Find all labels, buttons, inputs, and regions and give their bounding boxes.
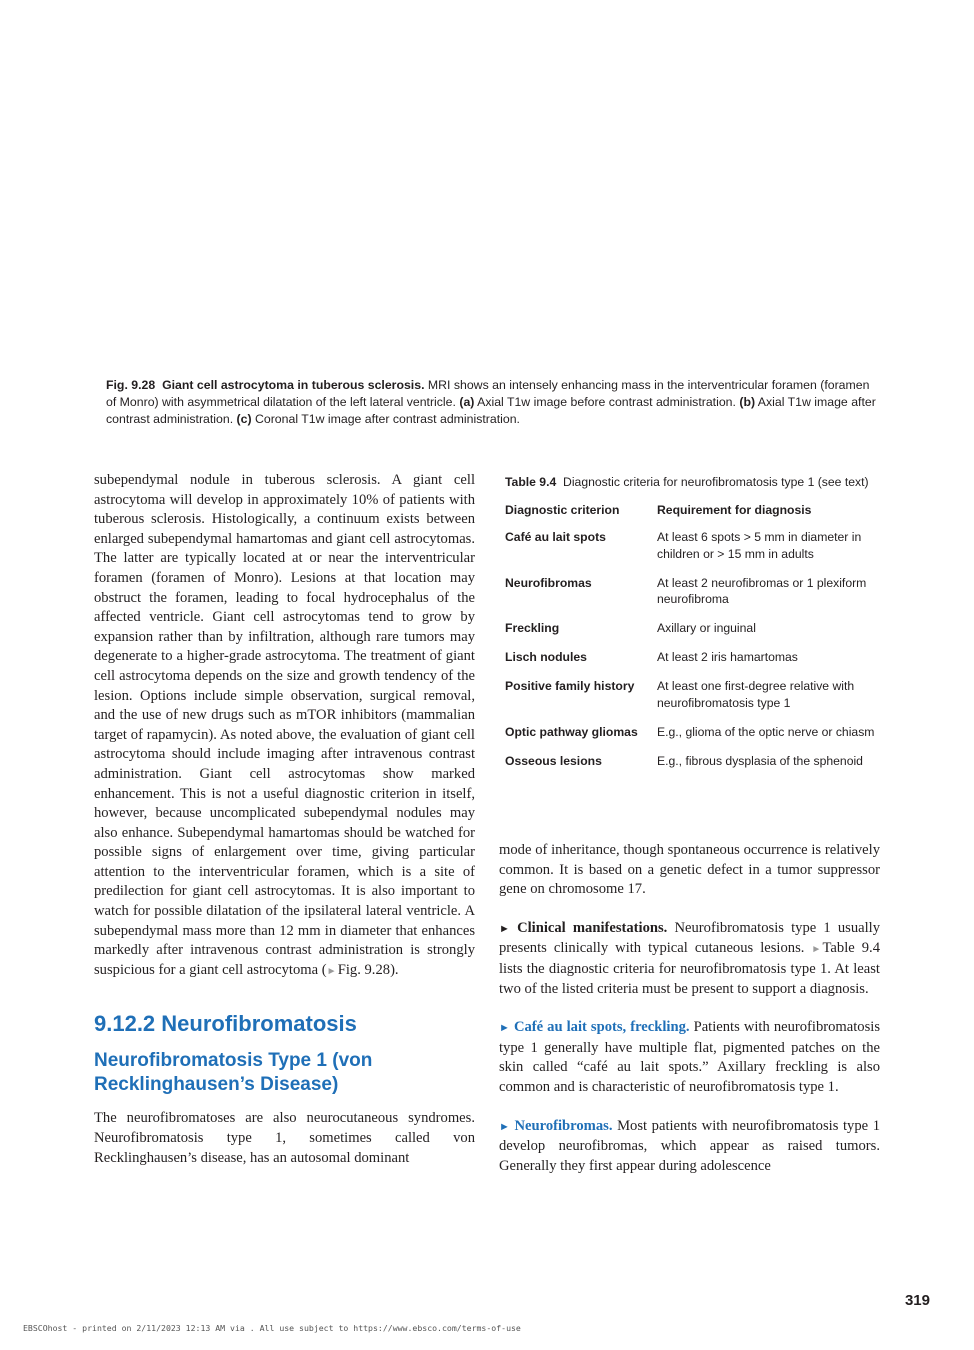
caption-part-c-text: Coronal T1w image after contrast administration. [251, 412, 520, 426]
caption-part-a-label: (a) [459, 395, 475, 409]
table-row [505, 753, 877, 782]
section-title: 9.12.2 Neurofibromatosis [94, 1011, 357, 1037]
requirement-cell: E.g., glioma of the optic nerve or chiasm [657, 724, 875, 739]
table-row [505, 529, 877, 575]
figure-caption [106, 377, 876, 428]
criterion-cell: Positive family history [505, 679, 635, 693]
requirement-cell: At least one first-degree relative with neurofibromatosis type 1 [657, 679, 855, 710]
caption-part-a-text: Axial T1w image before contrast administration. [474, 395, 740, 409]
caption-text: MRI shows an intensely enhancing mass in the interventricular foramen (foramen of Monro) with asymmetrical dilatation of the left lateral ventricle. [106, 378, 870, 409]
page-number: 319 [904, 1292, 930, 1309]
body-paragraph: The neurofibromatoses are also neurocutaneous syndromes. Neurofibromatosis type 1, sometimes called von Recklinghausen’s disease, has an autosomal dominant [94, 1110, 475, 1166]
criterion-cell: Neurofibromas [505, 575, 592, 590]
table-caption [505, 474, 877, 491]
criterion-cell: Lisch nodules [505, 650, 587, 664]
print-footer: EBSCOhost - printed on 2/11/2023 12:13 AM via . All use subject to https://www.ebsco.com/terms-of-use [23, 1323, 521, 1333]
table-row [505, 620, 877, 649]
body-paragraph: ► Clinical manifestations. Neurofibromatosis type 1 usually presents clinically with typical cutaneous lesions. ► Table 9.4 lists the diagnostic criteria for neurofibromatosis type 1. At least two of the listed criteria must be present to support a diagnosis. [499, 919, 880, 997]
criteria-table [505, 502, 877, 782]
section-marker-icon: ► [499, 1022, 510, 1035]
diagnostic-criteria-table [505, 474, 877, 782]
reference-arrow-icon: ► [811, 944, 822, 956]
table-row [505, 575, 877, 621]
table-header-row [505, 502, 877, 530]
requirement-cell: Axillary or inguinal [657, 621, 756, 635]
run-in-heading: Neurofibromas. [514, 1117, 613, 1134]
figure-label: Fig. 9.28 [106, 378, 156, 392]
section-marker-icon: ► [499, 922, 510, 935]
table-caption-text: Diagnostic criteria for neurofibromatosis type 1 (see text) [563, 475, 869, 489]
run-in-heading: Café au lait spots, freckling. [513, 1019, 690, 1036]
reference-arrow-icon: ► [326, 965, 337, 977]
left-column [94, 471, 475, 1168]
figure-reference[interactable]: Fig. 9.28 [337, 961, 391, 978]
column-header: Requirement for diagnosis [657, 502, 812, 517]
caption-part-b-text: Axial T1w image after contrast administration. [106, 395, 876, 426]
table-row [505, 649, 877, 678]
run-in-heading: Clinical manifestations. [517, 919, 668, 936]
criterion-cell: Café au lait spots [505, 530, 606, 544]
body-paragraph: subependymal nodule in tuberous sclerosis. A giant cell astrocytoma will develop in approximately 10% of patients with tuberous sclerosis. Histologically, a continuum exists between enlarged subependymal hamartomas and giant cell astrocytomas. The latter are typically located at or near the interventricular foramen (foramen of Monro). Lesions at that location may obstruct the foramen, leading to focal hydrocephalus of the affected ventricle. Giant cell astrocytomas tend to grow by expansion rather than by infiltration, although rare tumors may degenerate to a higher-grade astrocytoma. The treatment of giant cell astrocytoma depends on the size and growth tendency of the lesion. Options include simple observation, surgical removal, and the use of new drugs such as mTOR inhibitors (mammalian target of rapamycin). As noted above, the evaluation of giant cell astrocytoma should include imaging after intravenous contrast administration. Giant cell astrocytomas show marked enhancement. This is not a useful diagnostic criterion in itself, however, because uncomplicated subependymal nodules may also enhance. Subependymal hamartomas should be watched for possible signs of enlargement over time, giving particular attention to the interventricular foramen, which is a site of predilection for giant cell astrocytomas. It is also important to watch for possible dilatation of the ipsilateral lateral ventricle. A subependymal mass more than 12 mm in diameter that enhances markedly after intravenous contrast administration is strongly suspicious for a giant cell astrocytoma (► Fig. 9.28). [94, 472, 475, 978]
table-reference[interactable]: Table 9.4 [822, 940, 880, 957]
table-row [505, 678, 877, 724]
requirement-cell: At least 2 iris hamartomas [657, 650, 798, 664]
criterion-cell: Osseous lesions [505, 753, 602, 768]
body-paragraph: mode of inheritance, though spontaneous occurrence is relatively common. It is based on a genetic defect in a tumor suppressor gene on chromosome 17. [499, 842, 880, 898]
requirement-cell: At least 2 neurofibromas or 1 plexiform neurofibroma [657, 575, 867, 606]
caption-part-b-label: (b) [739, 395, 756, 409]
table-label: Table 9.4 [505, 475, 557, 489]
criterion-cell: Freckling [505, 621, 560, 635]
subsection-title: Neurofibromatosis Type 1 (von Recklinghausen’s Disease) [94, 1050, 373, 1096]
caption-part-c-label: (c) [236, 412, 252, 426]
right-column [499, 841, 880, 1176]
figure-title: Giant cell astrocytoma in tuberous sclerosis. [162, 378, 425, 392]
criterion-cell: Optic pathway gliomas [505, 724, 638, 739]
requirement-cell: E.g., fibrous dysplasia of the sphenoid [657, 753, 863, 768]
body-paragraph: ► Café au lait spots, freckling. Patients with neurofibromatosis type 1 generally have multiple flat, pigmented patches on the skin called “café au lait spots.” Axillary freckling is also common and is characteristic of neurofibromatosis type 1. [499, 1019, 881, 1095]
column-header: Diagnostic criterion [505, 502, 620, 517]
table-row [505, 724, 877, 753]
body-paragraph: ► Neurofibromas. Most patients with neurofibromatosis type 1 develop neurofibromas, which appear as raised tumors. Generally they first appear during adolescence [499, 1117, 880, 1174]
requirement-cell: At least 6 spots > 5 mm in diameter in children or > 15 mm in adults [657, 530, 862, 561]
section-marker-icon: ► [499, 1120, 510, 1133]
